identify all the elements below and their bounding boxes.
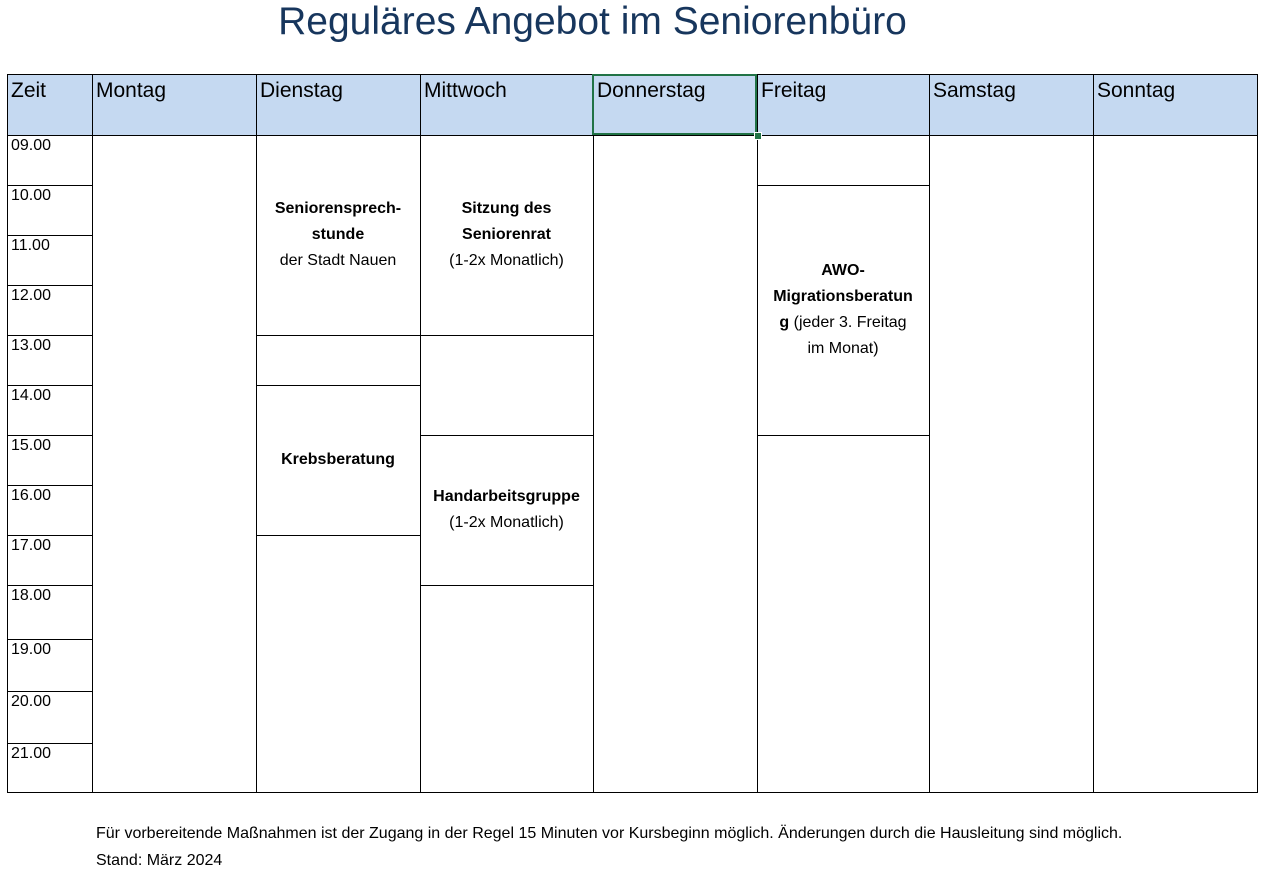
header-freitag[interactable]: Freitag [757,74,929,135]
grid-line [7,792,1258,793]
header-donnerstag[interactable]: Donnerstag [593,74,757,135]
event-krebsberatung[interactable] [256,447,420,473]
time-slot-1000[interactable]: 10.00 [11,187,52,204]
grid-line [7,285,92,286]
event-title: AWO- Migrationsberatun g [773,262,913,331]
grid-line [593,74,594,793]
time-slot-1700[interactable]: 17.00 [11,537,52,554]
time-slot-1300[interactable]: 13.00 [11,337,52,354]
time-slot-1100[interactable]: 11.00 [11,237,50,254]
grid-line [7,535,92,536]
grid-line [7,235,92,236]
fill-handle[interactable] [754,132,762,140]
grid-line [757,74,758,793]
event-detail: (1-2x Monatlich) [449,514,564,531]
time-slot-1500[interactable]: 15.00 [11,437,52,454]
grid-line [420,335,593,336]
event-sitzung-seniorenrat[interactable] [420,196,593,274]
time-slot-2000[interactable]: 20.00 [11,693,52,710]
event-title: Krebsberatung [281,451,395,468]
time-slot-2100[interactable]: 21.00 [11,745,52,762]
header-sonntag[interactable]: Sonntag [1093,74,1257,135]
grid-line [7,385,92,386]
grid-line [757,435,929,436]
header-samstag[interactable]: Samstag [929,74,1093,135]
grid-line [7,585,92,586]
grid-line [7,743,92,744]
header-mittwoch[interactable]: Mittwoch [420,74,593,135]
header-dienstag[interactable]: Dienstag [256,74,420,135]
time-slot-1800[interactable]: 18.00 [11,587,52,604]
event-title: Handarbeitsgruppe [433,488,580,505]
event-detail: (jeder 3. Freitag im Monat) [793,314,907,357]
grid-line [92,74,93,793]
grid-line [757,185,929,186]
grid-line [7,639,92,640]
event-title: Seniorensprech- stunde [274,200,402,243]
grid-line [420,435,593,436]
grid-line [7,185,92,186]
grid-line [256,74,257,793]
selected-cell-border[interactable] [592,74,757,135]
event-title: Sitzung des Seniorenrat [461,200,552,243]
header-montag[interactable]: Montag [92,74,256,135]
footer-note [96,820,1122,874]
grid-line [256,385,420,386]
grid-line [420,74,421,793]
time-slot-1600[interactable]: 16.00 [11,487,52,504]
grid-line [7,74,8,793]
grid-line [7,485,92,486]
footer-line-stand: Stand: März 2024 [96,852,223,869]
event-detail: der Stadt Nauen [279,252,397,269]
time-slot-1400[interactable]: 14.00 [11,387,52,404]
footer-line-access: Für vorbereitende Maßnahmen ist der Zugang in der Regel 15 Minuten vor Kursbeginn möglich. Änderungen durch die Hausleitung sind möglich. [96,825,1123,842]
grid-line [1257,74,1258,793]
grid-line [256,335,420,336]
grid-line [7,135,1258,136]
page-title: Reguläres Angebot im Seniorenbüro [278,0,907,43]
time-slot-1200[interactable]: 12.00 [11,287,52,304]
grid-line [7,335,92,336]
event-detail: (1-2x Monatlich) [449,252,564,269]
grid-line [929,74,930,793]
header-zeit[interactable]: Zeit [7,74,92,135]
grid-line [420,585,593,586]
grid-line [7,435,92,436]
event-handarbeitsgruppe[interactable] [420,484,593,536]
time-slot-1900[interactable]: 19.00 [11,641,52,658]
event-seniorensprechstunde[interactable] [256,196,420,274]
event-awo-migrationsberatung[interactable] [757,258,929,362]
time-slot-0900[interactable]: 09.00 [11,137,52,154]
grid-line [1093,74,1094,793]
grid-line [7,691,92,692]
grid-line [256,535,420,536]
